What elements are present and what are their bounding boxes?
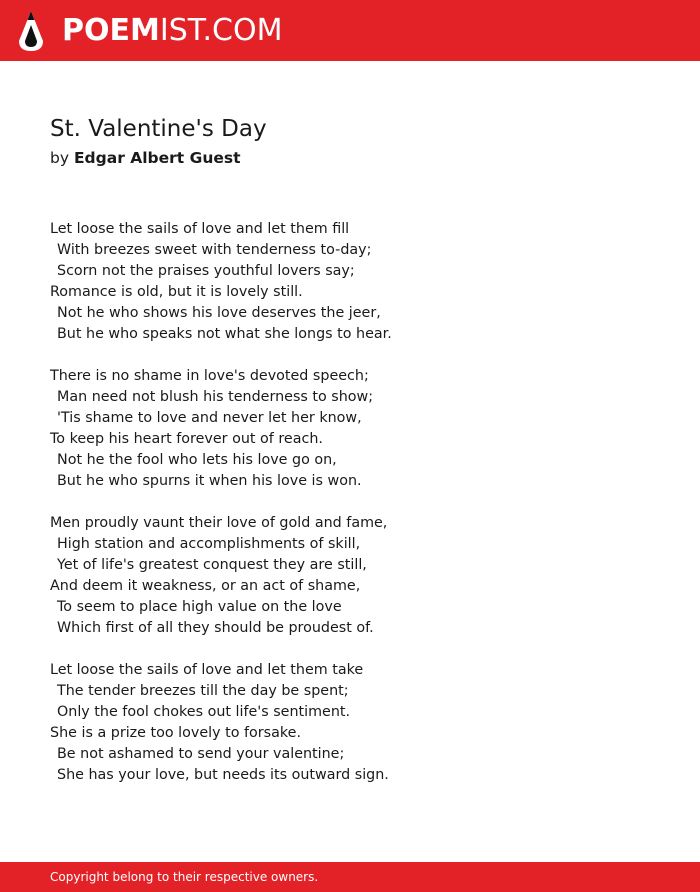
poem-line: 'Tis shame to love and never let her know, (57, 410, 362, 426)
poem-line: Man need not blush his tenderness to show; (57, 389, 374, 405)
poem-line: To keep his heart forever out of reach. (50, 431, 323, 447)
poem-line: There is no shame in love's devoted speech; (50, 368, 369, 384)
pencil-tip-icon[interactable] (18, 10, 44, 52)
brand-bold-text: POEM (62, 13, 160, 48)
poem-body (50, 219, 670, 807)
poem-line: Yet of life's greatest conquest they are still, (57, 557, 367, 573)
poem-line: And deem it weakness, or an act of shame, (50, 578, 361, 594)
author-name: Edgar Albert Guest (73, 149, 241, 167)
site-logo[interactable] (62, 10, 282, 52)
poem-line: Scorn not the praises youthful lovers say; (57, 263, 355, 279)
poem-line: Not he who shows his love deserves the jeer, (57, 305, 381, 321)
poem-line: But he who speaks not what she longs to hear. (57, 326, 392, 342)
poem-line: Which first of all they should be proudest of. (57, 620, 374, 636)
poem-line: Men proudly vaunt their love of gold and fame, (50, 515, 388, 531)
poem-line: Not he the fool who lets his love go on, (57, 452, 337, 468)
stanza (50, 219, 670, 345)
poem-line: She has your love, but needs its outward sign. (57, 767, 389, 783)
poem-line: She is a prize too lovely to forsake. (50, 725, 301, 741)
poem-line: Let loose the sails of love and let them fill (50, 221, 350, 237)
poem-line: Be not ashamed to send your valentine; (57, 746, 345, 762)
by-label: by (50, 149, 70, 167)
poem-byline (50, 149, 241, 167)
poem-line: The tender breezes till the day be spent; (57, 683, 349, 699)
poem-line: Only the fool chokes out life's sentiment. (57, 704, 351, 720)
stanza (50, 366, 670, 492)
copyright-notice: Copyright belong to their respective owners. (50, 870, 319, 884)
poem-line: High station and accomplishments of skill, (57, 536, 361, 552)
stanza (50, 660, 670, 786)
poem-line: With breezes sweet with tenderness to-day; (57, 242, 372, 258)
brand-light-text: IST.COM (159, 13, 283, 48)
poem-line: To seem to place high value on the love (57, 599, 342, 615)
poem-title: St. Valentine's Day (50, 116, 267, 142)
site-header (0, 0, 700, 61)
site-footer (0, 862, 700, 892)
poem-line: Romance is old, but it is lovely still. (50, 284, 303, 300)
poem-line: Let loose the sails of love and let them take (50, 662, 364, 678)
poem-line: But he who spurns it when his love is won. (57, 473, 362, 489)
stanza (50, 513, 670, 639)
